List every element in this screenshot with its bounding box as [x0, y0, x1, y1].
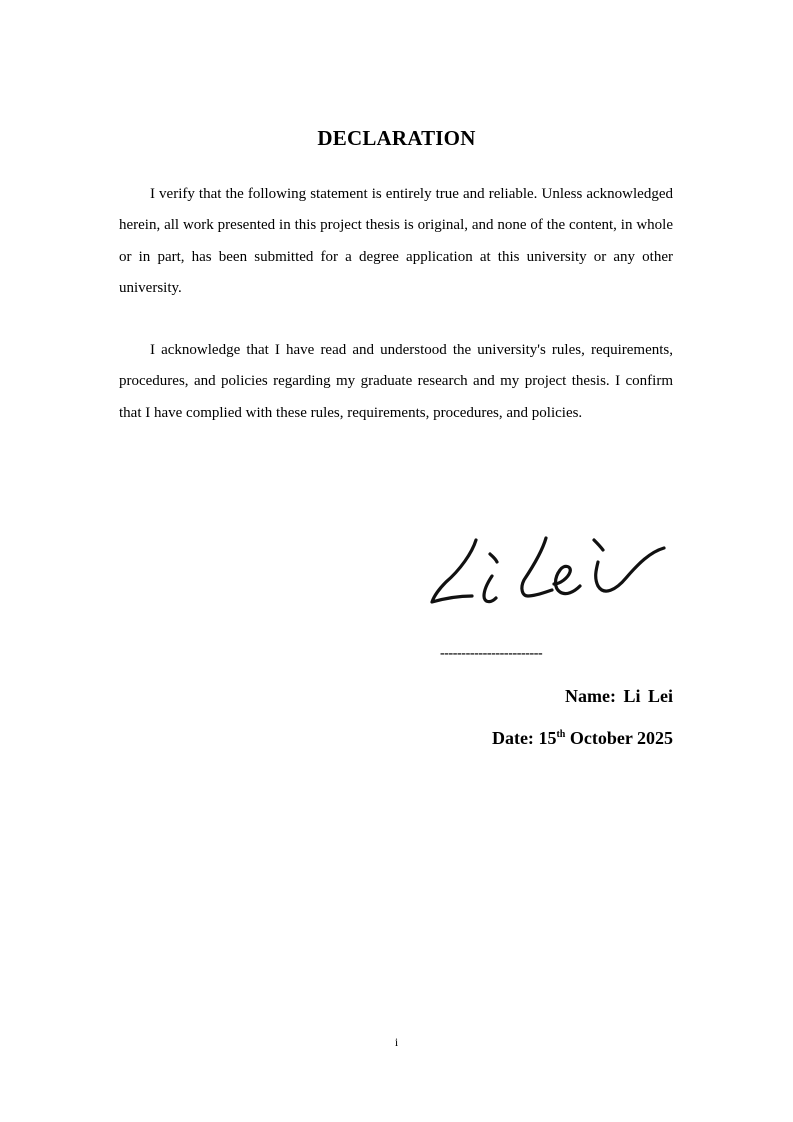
- date-day: 15: [538, 728, 557, 748]
- declaration-paragraph-1: I verify that the following statement is entirely true and reliable. Unless acknowledged herein, all work presented in this project thesis is original, and none of the content, in whole or in part, has been submitted for a degree application at this university or any other university.: [119, 186, 673, 296]
- page-title: DECLARATION: [317, 126, 476, 150]
- name-value: Li Lei: [623, 686, 673, 706]
- name-label: Name:: [565, 686, 616, 706]
- date-label: Date:: [491, 728, 534, 748]
- date-month-year: October 2025: [569, 728, 673, 748]
- page-number: i: [394, 1035, 399, 1049]
- declaration-paragraph-2: I acknowledge that I have read and understood the university's rules, requirements, procedures, and policies regarding my graduate research and my project thesis. I confirm that I have complied with these rules, requirements, procedures, and policies.: [119, 342, 673, 421]
- handwritten-signature: [428, 518, 678, 610]
- signatory-name: [565, 686, 673, 707]
- signature-line: ------------------------: [440, 646, 543, 661]
- date-suffix: th: [556, 729, 566, 740]
- declaration-date: [492, 728, 673, 749]
